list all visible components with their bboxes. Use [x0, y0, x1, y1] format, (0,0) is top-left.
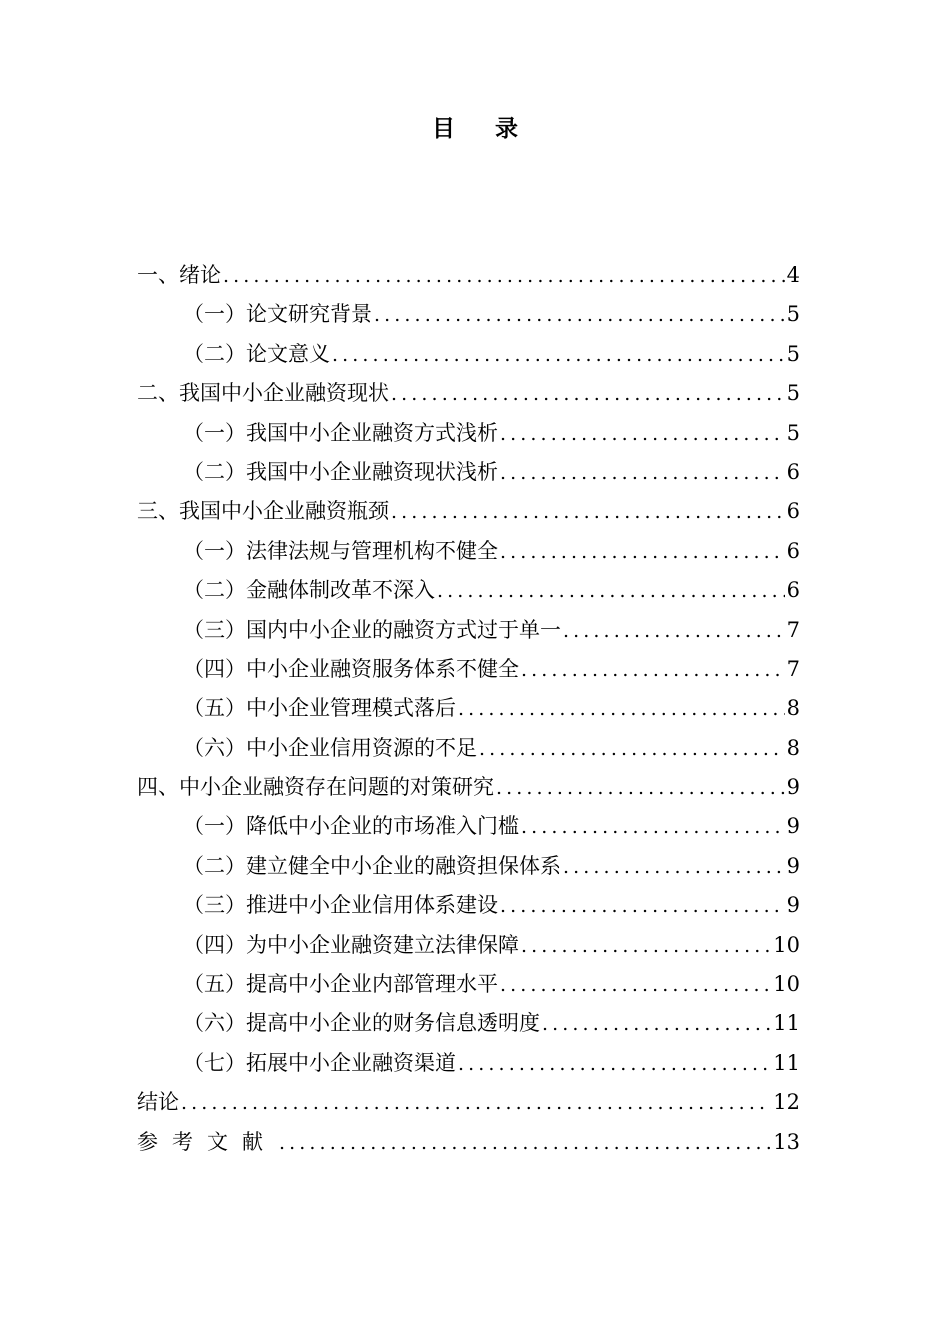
toc-dot-leader [181, 1084, 771, 1123]
toc-page-number: 10 [773, 972, 800, 997]
toc-entry-label: 三、我国中小企业融资瓶颈 [137, 499, 389, 524]
toc-entry[interactable] [137, 1044, 800, 1083]
toc-dot-leader [374, 296, 785, 335]
toc-entry-label: 二、我国中小企业融资现状 [137, 381, 389, 406]
toc-page-number: 12 [773, 1090, 800, 1115]
toc-entry-label: 一、绪论 [137, 263, 221, 287]
toc-entry-label: （七）拓展中小企业融资渠道 [183, 1050, 456, 1075]
toc-entry-label: （五）中小企业管理模式落后 [183, 696, 456, 721]
toc-entry[interactable] [137, 729, 800, 768]
toc-dot-leader [521, 927, 771, 966]
toc-entry-label: （二）我国中小企业融资现状浅析 [183, 459, 498, 484]
toc-dot-leader [332, 336, 785, 375]
toc-page-number: 9 [786, 893, 800, 918]
toc-dot-leader [458, 690, 785, 729]
toc-entry[interactable] [137, 453, 800, 492]
toc-entry-label: 四、中小企业融资存在问题的对策研究 [137, 775, 494, 800]
toc-dot-leader [223, 257, 785, 296]
toc-dot-leader [500, 415, 785, 454]
toc-dot-leader [521, 651, 785, 690]
toc-entry[interactable] [137, 1123, 800, 1162]
toc-dot-leader [500, 887, 785, 926]
toc-entry[interactable] [137, 1083, 800, 1122]
toc-entry[interactable] [137, 768, 800, 807]
toc-page-number: 5 [786, 420, 800, 445]
toc-page-number: 4 [786, 263, 800, 287]
toc-entry-label: （四）为中小企业融资建立法律保障 [183, 932, 519, 957]
toc-entry[interactable] [137, 295, 800, 334]
toc-entry-label: 参考文献 [137, 1129, 277, 1154]
toc-entry-label: （六）提高中小企业的财务信息透明度 [183, 1011, 540, 1036]
toc-dot-leader [563, 612, 785, 651]
toc-entry-label: （一）法律法规与管理机构不健全 [183, 538, 498, 563]
toc-dot-leader [500, 533, 785, 572]
toc-page-number: 9 [786, 775, 800, 800]
table-of-contents [137, 256, 800, 1162]
toc-dot-leader [500, 966, 771, 1005]
toc-entry[interactable] [137, 374, 800, 413]
toc-dot-leader [479, 730, 785, 769]
toc-dot-leader [521, 808, 785, 847]
toc-dot-leader [542, 1005, 771, 1044]
toc-entry[interactable] [137, 650, 800, 689]
toc-page-number: 5 [786, 381, 800, 406]
toc-entry[interactable] [137, 571, 800, 610]
toc-page-number: 6 [786, 538, 800, 563]
toc-page-number: 8 [786, 735, 800, 760]
toc-dot-leader [391, 375, 785, 414]
toc-entry[interactable] [137, 1004, 800, 1043]
toc-entry[interactable] [137, 414, 800, 453]
toc-page-number: 9 [786, 814, 800, 839]
toc-entry-label: 结论 [137, 1090, 179, 1115]
toc-entry[interactable] [137, 689, 800, 728]
toc-entry-label: （一）论文研究背景 [183, 302, 372, 327]
toc-page-number: 5 [786, 302, 800, 327]
toc-entry[interactable] [137, 807, 800, 846]
toc-entry-label: （二）论文意义 [183, 341, 330, 366]
toc-page-number: 7 [786, 617, 800, 642]
toc-entry[interactable] [137, 965, 800, 1004]
toc-entry-label: （四）中小企业融资服务体系不健全 [183, 656, 519, 681]
toc-entry-label: （六）中小企业信用资源的不足 [183, 735, 477, 760]
toc-page-number: 6 [786, 499, 800, 524]
toc-page-number: 10 [773, 932, 800, 957]
toc-page-number: 5 [786, 341, 800, 366]
toc-page-number: 9 [786, 853, 800, 878]
toc-entry-label: （二）建立健全中小企业的融资担保体系 [183, 853, 561, 878]
toc-entry[interactable] [137, 335, 800, 374]
toc-entry-label: （一）我国中小企业融资方式浅析 [183, 420, 498, 445]
toc-page-number: 11 [773, 1050, 800, 1075]
toc-entry[interactable] [137, 492, 800, 531]
toc-dot-leader [437, 572, 785, 611]
toc-entry[interactable] [137, 532, 800, 571]
toc-page-number: 13 [773, 1129, 800, 1154]
toc-dot-leader [458, 1045, 771, 1084]
toc-entry[interactable] [137, 256, 800, 295]
toc-entry[interactable] [137, 926, 800, 965]
toc-entry[interactable] [137, 886, 800, 925]
toc-entry-label: （二）金融体制改革不深入 [183, 578, 435, 603]
toc-dot-leader [500, 454, 785, 493]
toc-entry-label: （五）提高中小企业内部管理水平 [183, 972, 498, 997]
toc-entry[interactable] [137, 847, 800, 886]
toc-page-number: 8 [786, 696, 800, 721]
page-title: 目 录 [431, 116, 534, 142]
toc-entry-label: （三）推进中小企业信用体系建设 [183, 893, 498, 918]
toc-page-number: 6 [786, 459, 800, 484]
toc-page-number: 6 [786, 578, 800, 603]
toc-dot-leader [496, 769, 785, 808]
toc-page-number: 7 [786, 656, 800, 681]
toc-entry-label: （一）降低中小企业的市场准入门槛 [183, 814, 519, 839]
toc-page-number: 11 [773, 1011, 800, 1036]
toc-entry-label: （三）国内中小企业的融资方式过于单一 [183, 617, 561, 642]
toc-dot-leader [391, 493, 785, 532]
toc-entry[interactable] [137, 611, 800, 650]
toc-dot-leader [279, 1124, 771, 1163]
toc-dot-leader [563, 848, 785, 887]
